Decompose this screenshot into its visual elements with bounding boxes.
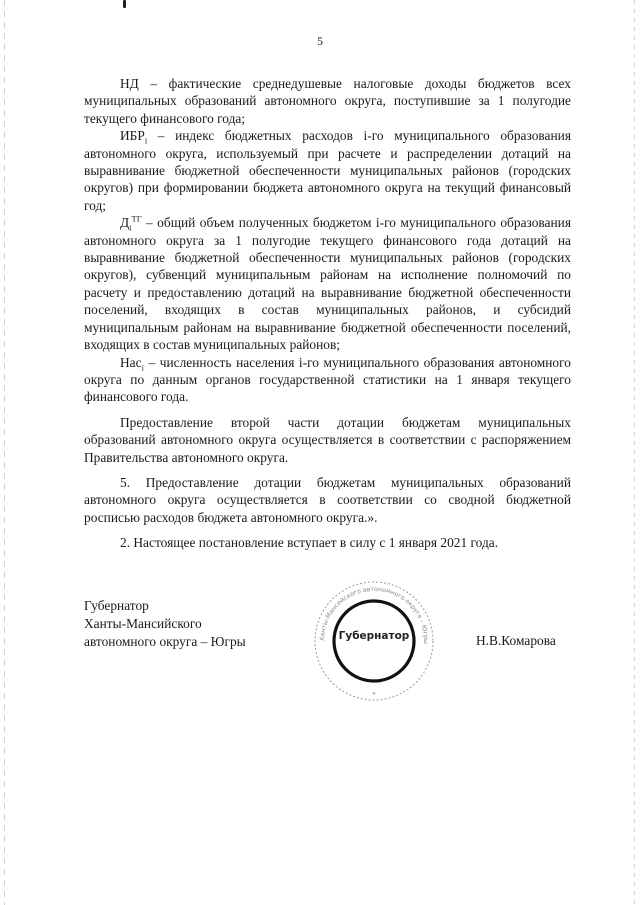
term-label: Д [120,215,130,231]
paragraph-second-part: Предоставление второй части дотации бюджетам муниципальных образований автономного округа осуществляется в соответствии с распоряжением Правительства автономного округа. [84,414,571,465]
paragraph-ibr [84,127,571,214]
scan-mark [123,0,126,8]
signatory-title-line: Ханты-Мансийского [84,616,202,631]
document-body [84,75,571,552]
paragraph-d [84,214,571,353]
term-subscript: i [144,135,148,146]
signatory-name: Н.В.Комарова [476,633,556,648]
scan-edge-right [634,0,635,905]
term-label: ИБР [120,128,145,144]
seal-label: Губернатор [338,630,410,642]
seal-ring-text: Ханты-Мансийского автономного округа – Югры [318,585,430,644]
term-definition: – общий объем полученных бюджетом i-го муниципального образования автономного округа за 1 полугодие текущего финансового года дотаций на выравнивание бюджетной обеспеченности муниципальных районов (городских округов), субвенций муниципальным районам на исполнение полномочий по расчету и предоставлению дотаций на выравнивание бюджетной обеспеченности поселений, входящих в состав муниципальных районов, и субсидий муниципальным районам на выравнивание бюджетной обеспеченности поселений, входящих в состав муниципальных районов; [84,215,571,353]
term-label: Нас [120,354,142,370]
term-definition: – численность населения i-го муниципального образования автономного округа по данным органов государственной статистики на 1 января текущего финансового года. [84,354,571,405]
signatory-title-line: Губернатор [84,598,149,613]
seal-star: * [372,691,376,699]
scan-edge-left [4,0,5,905]
paragraph-item-5: 5. Предоставление дотации бюджетам муниципальных образований автономного округа осуществляется в соответствии со сводной бюджетной росписью расходов бюджета автономного округа.». [84,474,571,525]
paragraph-nd [84,75,571,127]
paragraph-nas [84,354,571,406]
paragraph-item-2: 2. Настоящее постановление вступает в силу с 1 января 2021 года. [120,535,499,551]
signatory-title [84,597,246,651]
page-number: 5 [317,36,323,48]
term-superscript: ТГ [131,213,142,224]
term-label: НД [120,76,139,91]
term-definition: – индекс бюджетных расходов i-го муниципального образования автономного округа, используемый при расчете и распределении дотаций на выравнивание бюджетной обеспеченности муниципальных районов (городских округов) при формировании бюджета автономного округа на текущий финансовый год; [84,128,571,213]
term-definition: – фактические среднедушевые налоговые доходы бюджетов всех муниципальных образований автономного округа, поступившие за 1 полугодие текущего финансового года; [84,76,571,126]
term-subscript: i [141,362,144,373]
term-subscript: i [129,222,132,233]
signatory-title-line: автономного округа – Югры [84,634,246,649]
